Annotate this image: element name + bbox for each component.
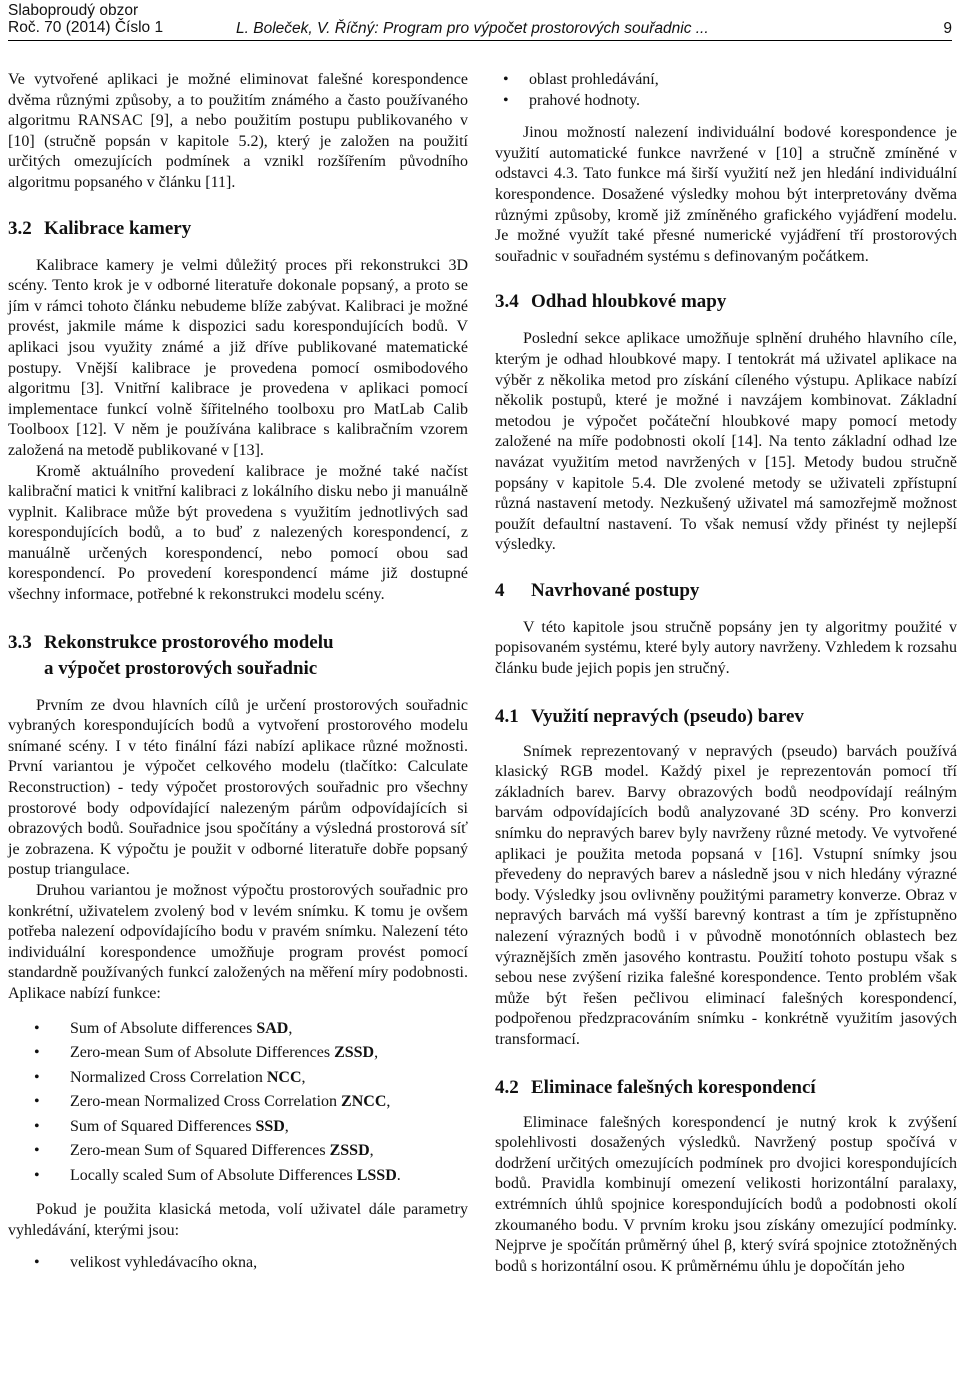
section-number: 4.2: [495, 1076, 519, 1098]
section-title: Eliminace falešných korespondencí: [531, 1076, 816, 1098]
section-3-2-heading: [8, 216, 468, 242]
list-item: • Zero-mean Sum of Absolute Differences ZSSD,: [8, 1041, 468, 1066]
paragraph: Prvním ze dvou hlavních cílů je určení prostorových souřadnic vybraných korespondujících bodů a vytvoření prostorového modelu snímané scény. I v této finální fázi nabízí aplikace různé možnosti. První variantou je výpočet celkového modelu (tlačítko: Calculate Reconstruction) - tedy výpočet prostorových souřadnic pro všechny prostorové body odpovídající nalezeným párům odpovídajících si obrazových bodů. Souřadnice jsou spočítány a výsledná prostorová síť je zobrazena. K výpočtu je použit v odborné literatuře dobře popsaný postup triangulace.: [8, 696, 468, 879]
journal-issue: Roč. 70 (2014) Číslo 1: [8, 19, 164, 36]
section-title: Navrhované postupy: [531, 579, 700, 601]
paragraph: Eliminace falešných korespondencí je nutný krok k zvýšení spolehlivosti dosažených výsledků. Navržený postup spočívá v dodržení určitých omezujících podmínek pro dvojici korespondujících bodů. Pravidla kombinují omezení velikosti horizontální paralaxy, extrémních úhlů spojnice korespondujících bodů a podobnosti okolí zkoumaného bodu. V prvním kroku jsou získány omezující podmínky. Nejprve je spočítán průměrný úhel β, který svírá spojnice ztotožněných bodů s horizontální osou. K průměrnému úhlu je dopočítán jeho: [495, 1113, 957, 1275]
section-number: 3.3: [8, 631, 32, 653]
paragraph: Snímek reprezentovaný v nepravých (pseudo) barvách používá klasický RGB model. Každý pixel je reprezentován pomocí tří základních barev. Barvy obrazových bodů neodpovídají reálným barvám odpovídajících bodů analyzované 3D scény. Pro konverzi snímku do nepravých barev byly navrženy různé metody. Ve vytvořené aplikaci je použita metoda popsaná v [16]. Vstupní snímky jsou převedeny do nepravých barev a následně jsou v nich hledány výrazné body. Výsledky jsou ovlivněny použitými parametry konverze. Obraz v nepravých barvách má vyšší barevný kontrast a tím je zpřístupněno nalezení výrazných bodů i v původně monotónních oblastech bez výraznějších změn jasového kontrastu. Použití tohoto postupu však s sebou nese zvýšení rizika falešné korespondence. Tento problém však může být řešen pečlivou eliminací falešných korespondencí, podpořenou předzpracováním snímku - konkrétně využitím jasových transformací.: [495, 742, 957, 1048]
list-item: • Sum of Absolute differences SAD,: [8, 1017, 468, 1042]
right-column: [495, 70, 957, 1277]
left-column: [8, 70, 468, 1274]
list-item: • Zero-mean Normalized Cross Correlation ZNCC,: [8, 1090, 468, 1115]
paragraph: Kalibrace kamery je velmi důležitý proces při rekonstrukci 3D scény. Tento krok je v odborné literatuře dokonale popsaný, a proto se jím v rámci tohoto článku nebudeme blíže zabývat. Kalibraci je možné provést, jakmile máme k dispozici sadu korespondujících bodů. V aplikaci jsou využity známé a již dříve publikované matematické postupy. Vnější kalibrace je provedena pomocí osmibodového algoritmu [3]. Vnitřní kalibrace je provedena v aplikaci pomocí implementace funkcí volně šířitelného toolboxu pro MatLab Calib Toolboox [12]. V něm je používána kalibrace s kalibračním vzorem založená na metodě publikované v [13].: [8, 256, 468, 459]
section-title-line2: a výpočet prostorových souřadnic: [44, 657, 318, 679]
list-item: • oblast prohledávání,: [495, 70, 957, 91]
section-number: 3.2: [8, 217, 32, 239]
list-item: • Sum of Squared Differences SSD,: [8, 1115, 468, 1140]
function-list: [8, 1017, 468, 1189]
page-number: 9: [943, 20, 952, 37]
parameter-list-continued: [495, 70, 957, 111]
section-number: 4: [495, 579, 505, 601]
page-header: [8, 2, 952, 40]
paragraph: Kromě aktuálního provedení kalibrace je možné také načíst kalibrační matici k vnitřní kalibraci z lokálního disku nebo ji manuálně vyplnit. Kalibrace může být provedena s využitím jednotlivých sad korespondujících bodů, a to buď z nalezených korespondencí, z manuálně určených korespondencí, nebo pomocí obou sad korespondencí. Po provedení korespondencí máme již dostupné všechny informace, potřebné k rekonstrukci modelu scény.: [8, 462, 468, 604]
paragraph: Jinou možností nalezení individuální bodové korespondence je využití automatické funkce navržené v [10] a stručně zmíněné v odstavci 4.3. Tato funkce má širší využití než jen hledání individuální korespondence. Dosažené výsledky mohou být interpretovány dvěma různými způsoby, kromě již zmíněného grafického vyjádření modelu. Je možné využít také přesné numerické vyjádření tří prostorových souřadnic v souřadném systému s definovaným počátkem.: [495, 124, 957, 265]
section-title: Kalibrace kamery: [44, 217, 192, 239]
paragraph: V této kapitole jsou stručně popsány jen ty algoritmy použité v popisovaném systému, které byly autory navrženy. Vzhledem k rozsahu článku bude jejich popis jen stručný.: [495, 618, 957, 678]
section-title: Rekonstrukce prostorového modelu: [44, 631, 334, 653]
intro-paragraph: Ve vytvořené aplikaci je možné eliminovat falešné korespondence dvěma různými způsoby, a to použitím známého a často používaného algoritmu RANSAC [9], a nebo použitím postupu publikovaného v [10] (stručně popsán v kapitole 5.2), který je založen na použití určitých omezujících podmínek a vznikl rozšířením původního algoritmu popsaného v článku [11].: [8, 71, 468, 191]
paragraph: Poslední sekce aplikace umožňuje splnění druhého hlavního cíle, kterým je odhad hloubkové mapy. I tentokrát má uživatel aplikace na výběr z několika metod pro získání cíleného výstupu. Aplikace nabízí několik postupů, které je možné i navzájem kombinovat. Základní metodou je výpočet počáteční hloubkové mapy pomocí metody založené na míře podobnosti okolí [14]. Na tento základní odhad lze navázat využitím metod navržených v [15]. Metody budou stručně popsány v kapitole 5.4. Dle zvolené metody se uživateli zpřístupní různá nastavení metody. Nezkušený uživatel má samozřejmě možnost použít defaultní nastavení. To však nemusí vždy přinést ty nejlepší výsledky.: [495, 330, 957, 554]
list-item: • Normalized Cross Correlation NCC,: [8, 1066, 468, 1091]
section-number: 3.4: [495, 291, 519, 313]
list-item: • velikost vyhledávacího okna,: [8, 1253, 468, 1274]
header-rule: [8, 40, 952, 41]
journal-info: [8, 2, 248, 36]
paragraph: Pokud je použita klasická metoda, volí uživatel dále parametry vyhledávání, kterými jsou:: [8, 1201, 468, 1239]
list-item: • Locally scaled Sum of Absolute Differences LSSD.: [8, 1164, 468, 1189]
section-number: 4.1: [495, 705, 519, 727]
list-item: • Zero-mean Sum of Squared Differences ZSSD,: [8, 1139, 468, 1164]
parameter-list: [8, 1253, 468, 1274]
running-title: L. Boleček, V. Říčný: Program pro výpočet prostorových souřadnic ...: [236, 20, 709, 37]
journal-name: Slaboproudý obzor: [8, 2, 139, 19]
section-title: Využití nepravých (pseudo) barev: [531, 705, 804, 727]
section-4-1-heading: [495, 704, 957, 730]
section-4-2-heading: [495, 1075, 957, 1101]
section-3-3-heading: [8, 630, 468, 682]
section-title: Odhad hloubkové mapy: [531, 291, 727, 313]
section-3-4-heading: [495, 289, 957, 315]
list-item: • prahové hodnoty.: [495, 91, 957, 112]
paragraph: Druhou variantou je možnost výpočtu prostorových souřadnic pro konkrétní, uživatelem zvolený bod v levém snímku. K tomu je ovšem potřeba nalezení odpovídajícího bodu v pravém snímku. Nalezení této individuální korespondence umožňuje program provést pomocí standardně používaných funkcí založených na měření míry podobnosti. Aplikace nabízí funkce:: [8, 882, 468, 1002]
section-4-heading: [495, 578, 957, 604]
